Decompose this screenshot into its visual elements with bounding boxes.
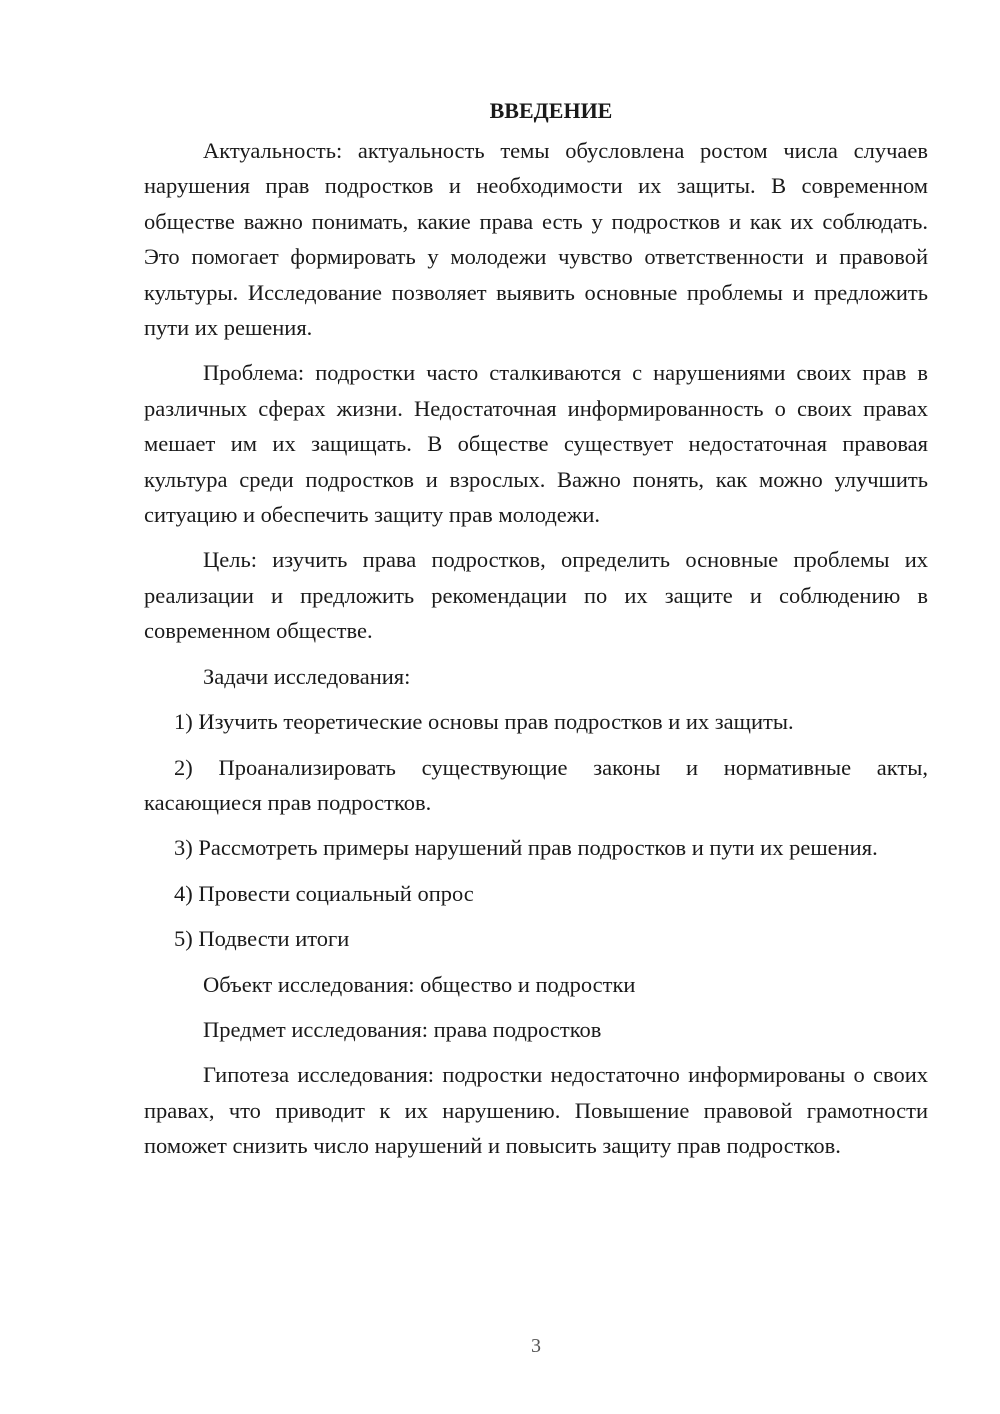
research-object: Объект исследования: общество и подростки (203, 971, 636, 997)
task-item-2: 2) Проанализировать существующие законы и нормативные акты, касающиеся прав подростков. (144, 754, 928, 815)
document-page (144, 94, 928, 1174)
task-item-5: 5) Подвести итоги (174, 926, 350, 952)
page-number: 3 (531, 1335, 541, 1357)
research-subject: Предмет исследования: права подростков (203, 1016, 602, 1042)
problem-paragraph: Проблема: подростки часто сталкиваются с нарушениями своих прав в различных сферах жизни. Недостаточная информированность о своих правах мешает им их защищать. В обществе существует недостаточная правовая культура среди подростков и взрослых. Важно понять, как можно улучшить ситуацию и обеспечить защиту прав молодежи. (144, 360, 928, 528)
goal-paragraph: Цель: изучить права подростков, определить основные проблемы их реализации и предложить рекомендации по их защите и соблюдению в современном обществе. (144, 547, 928, 644)
research-hypothesis: Гипотеза исследования: подростки недостаточно информированы о своих правах, что приводит к их нарушению. Повышение правовой грамотности поможет снизить число нарушений и повысить защиту прав подростков. (144, 1062, 928, 1159)
section-title: ВВЕДЕНИЕ (489, 98, 613, 123)
task-item-4: 4) Провести социальный опрос (174, 880, 474, 906)
relevance-paragraph: Актуальность: актуальность темы обусловлена ростом числа случаев нарушения прав подростков и необходимости их защиты. В современном обществе важно понимать, какие права есть у подростков и как их соблюдать. Это помогает формировать у молодежи чувство ответственности и правовой культуры. Исследование позволяет выявить основные проблемы и предложить пути их решения. (144, 138, 928, 341)
tasks-heading: Задачи исследования: (203, 663, 411, 689)
task-item-3: 3) Рассмотреть примеры нарушений прав подростков и пути их решения. (174, 835, 878, 861)
task-item-1: 1) Изучить теоретические основы прав подростков и их защиты. (174, 709, 794, 735)
